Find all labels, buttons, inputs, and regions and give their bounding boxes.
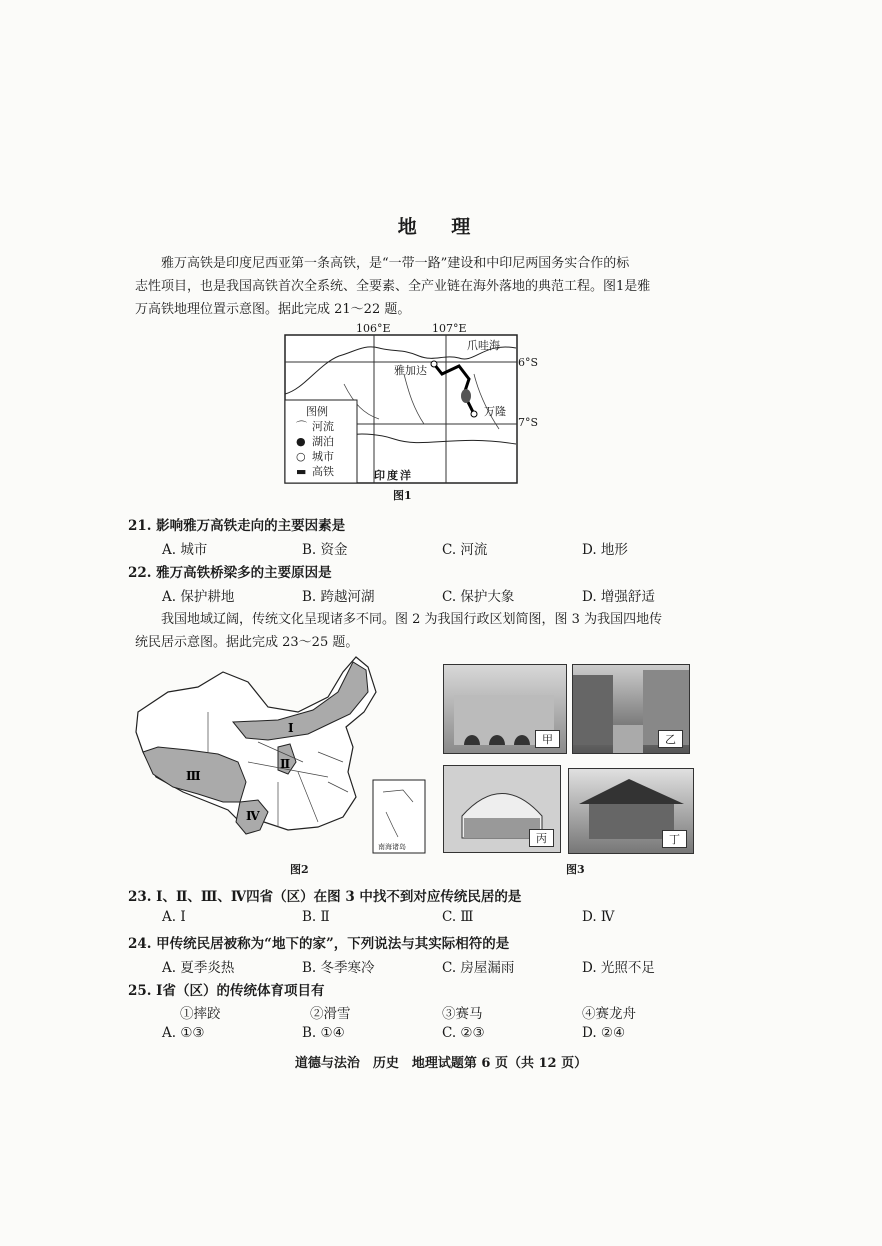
figure-3-caption: 图3 — [566, 863, 585, 876]
legend-item-river: ⌒ 河流 — [296, 420, 334, 433]
intro-paragraph-2b — [135, 631, 695, 654]
q22-option-b: B. 跨越河湖 — [302, 589, 375, 605]
q25-item-3: ③赛马 — [442, 1006, 483, 1022]
q25-option-a: A. ①③ — [162, 1025, 205, 1041]
intro-paragraph-1 — [135, 252, 695, 275]
legend — [296, 419, 334, 479]
jakarta-label: 雅加达 — [394, 364, 427, 377]
legend-item-railway: ▬ 高铁 — [296, 465, 334, 478]
q25-item-4: ④赛龙舟 — [582, 1006, 636, 1022]
q24-option-a: A. 夏季炎热 — [162, 960, 235, 976]
intro-line: 我国地域辽阔，传统文化呈现诸多不同。图 2 为我国行政区划简图，图 3 为我国四地传 — [161, 612, 663, 627]
photo-tag-bing: 丙 — [529, 829, 554, 847]
longitude-106: 106°E — [356, 322, 391, 335]
photo-jia — [443, 664, 567, 754]
q23-option-a: A. Ⅰ — [162, 909, 186, 925]
intro-paragraph-1b — [135, 275, 695, 321]
page-footer: 道德与法治 历史 地理试题第 6 页（共 12 页） — [294, 1056, 588, 1071]
indian-ocean-label: 印度洋 — [374, 469, 413, 482]
q21-option-b: B. 资金 — [302, 542, 348, 558]
q21-option-d: D. 地形 — [582, 542, 628, 558]
legend-title: 图例 — [306, 405, 328, 418]
q25-stem: 25. Ⅰ省（区）的传统体育项目有 — [128, 983, 325, 999]
q25-item-2: ②滑雪 — [310, 1006, 351, 1022]
photo-tag-ding: 丁 — [662, 830, 687, 848]
q24-option-d: D. 光照不足 — [582, 960, 655, 976]
inset-label: 南海诸岛 — [378, 843, 406, 851]
q23-stem: 23. Ⅰ、Ⅱ、Ⅲ、Ⅳ四省（区）在图 3 中找不到对应传统民居的是 — [128, 889, 522, 905]
q24-stem: 24. 甲传统民居被称为“地下的家”，下列说法与其实际相符的是 — [128, 936, 510, 952]
q23-option-c: C. Ⅲ — [442, 909, 474, 925]
q25-item-1: ①摔跤 — [180, 1006, 221, 1022]
q21-option-a: A. 城市 — [162, 542, 208, 558]
longitude-107: 107°E — [432, 322, 467, 335]
intro-paragraph-2 — [135, 608, 695, 631]
intro-line: 志性项目，也是我国高铁首次全系统、全要素、全产业链在海外落地的典范工程。图1是雅 — [135, 279, 651, 294]
q24-option-b: B. 冬季寒冷 — [302, 960, 375, 976]
photo-tag-yi: 乙 — [658, 730, 683, 748]
q24-option-c: C. 房屋漏雨 — [442, 960, 515, 976]
q22-option-d: D. 增强舒适 — [582, 589, 655, 605]
q23-option-d: D. Ⅳ — [582, 909, 615, 925]
photo-yi — [572, 664, 690, 754]
q21-option-c: C. 河流 — [442, 542, 488, 558]
latitude-7s: 7°S — [518, 416, 539, 429]
intro-line: 统民居示意图。据此完成 23～25 题。 — [135, 635, 359, 650]
q22-option-a: A. 保护耕地 — [162, 589, 235, 605]
intro-line: 万高铁地理位置示意图。据此完成 21～22 题。 — [135, 302, 411, 317]
q21-stem: 21. 影响雅万高铁走向的主要因素是 — [128, 518, 346, 534]
region-label-1: Ⅰ — [288, 721, 294, 735]
q22-stem: 22. 雅万高铁桥梁多的主要原因是 — [128, 565, 332, 581]
region-label-2: Ⅱ — [280, 757, 291, 771]
legend-item-city: ○ 城市 — [296, 450, 334, 463]
intro-line: 雅万高铁是印度尼西亚第一条高铁，是“一带一路”建设和中印尼两国务实合作的标 — [161, 256, 630, 271]
photo-bing — [443, 765, 561, 853]
page-title: 地 理 — [397, 216, 485, 238]
q22-option-c: C. 保护大象 — [442, 589, 515, 605]
q23-option-b: B. Ⅱ — [302, 909, 330, 925]
java-sea-label: 爪哇海 — [467, 339, 500, 352]
latitude-6s: 6°S — [518, 356, 539, 369]
region-label-4: Ⅳ — [246, 809, 260, 823]
q25-option-b: B. ①④ — [302, 1025, 345, 1041]
figure-1-caption: 图1 — [393, 489, 412, 502]
figure-2-caption: 图2 — [290, 863, 309, 876]
photo-tag-jia: 甲 — [535, 730, 560, 748]
region-label-3: Ⅲ — [186, 769, 201, 783]
figure-2-map — [128, 652, 428, 857]
photo-ding — [568, 768, 694, 854]
bandung-label: 万隆 — [484, 405, 506, 418]
q25-option-d: D. ②④ — [582, 1025, 626, 1041]
legend-item-lake: ● 湖泊 — [296, 435, 334, 448]
q25-option-c: C. ②③ — [442, 1025, 485, 1041]
